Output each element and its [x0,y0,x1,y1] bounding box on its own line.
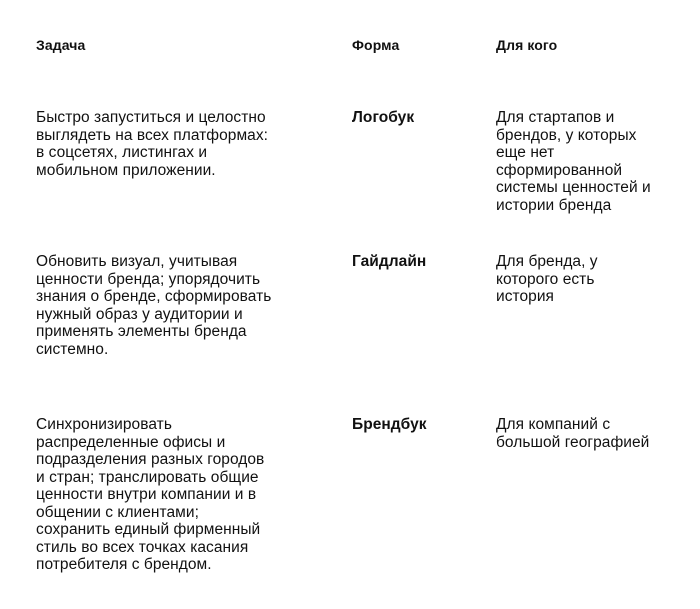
text-line: история [496,288,554,305]
text-line: подразделения разных городов [36,451,265,468]
text-line: Для стартапов и [496,109,615,126]
text-line: стиль во всех точках касания [36,538,249,556]
text-line: в соцсетях, листингах и [36,144,208,161]
text-line: брендов, у которых [496,126,637,144]
text-line: Обновить визуал, учитывая [36,253,238,270]
text-line: которого есть [496,270,595,288]
text-line: Для компаний с [496,416,611,433]
text-line: применять элементы бренда [36,323,247,340]
row-2-form: Гайдлайн [352,253,427,270]
row-3-form: Брендбук [352,416,427,433]
text-line: знания о бренде, сформировать [36,288,272,305]
text-line: системно. [36,340,109,358]
row-1-form: Логобук [352,109,415,126]
text-line: ценности внутри компании и в [36,486,257,503]
row-1-task [36,109,336,179]
row-3-task [36,416,336,574]
text-line: распределенные офисы и [36,433,226,451]
row-2-task [36,253,336,358]
header-task: Задача [36,37,86,53]
row-3-for-whom [496,416,686,451]
text-line: Синхронизировать [36,416,172,433]
text-line: ценности бренда; упорядочить [36,270,261,288]
text-line: выглядеть на всех платформах: [36,126,268,144]
text-line: общении с клиентами; [36,503,199,521]
text-line: потребителя с брендом. [36,556,212,573]
text-line: и стран; транслировать общие [36,468,259,486]
text-line: сохранить единый фирменный [36,521,261,538]
text-line: нужный образ у аудитории и [36,305,243,323]
text-line: мобильном приложении. [36,161,216,179]
text-line: большой географией [496,433,650,451]
text-line: истории бренда [496,196,612,214]
text-line: еще нет [496,144,555,161]
text-line: Быстро запуститься и целостно [36,109,266,126]
text-line: системы ценностей и [496,179,651,196]
row-2-for-whom [496,253,686,306]
text-line: сформированной [496,161,623,179]
row-1-for-whom [496,109,686,214]
text-line: Для бренда, у [496,253,598,270]
header-form: Форма [352,37,400,53]
header-for-whom: Для кого [496,37,558,53]
